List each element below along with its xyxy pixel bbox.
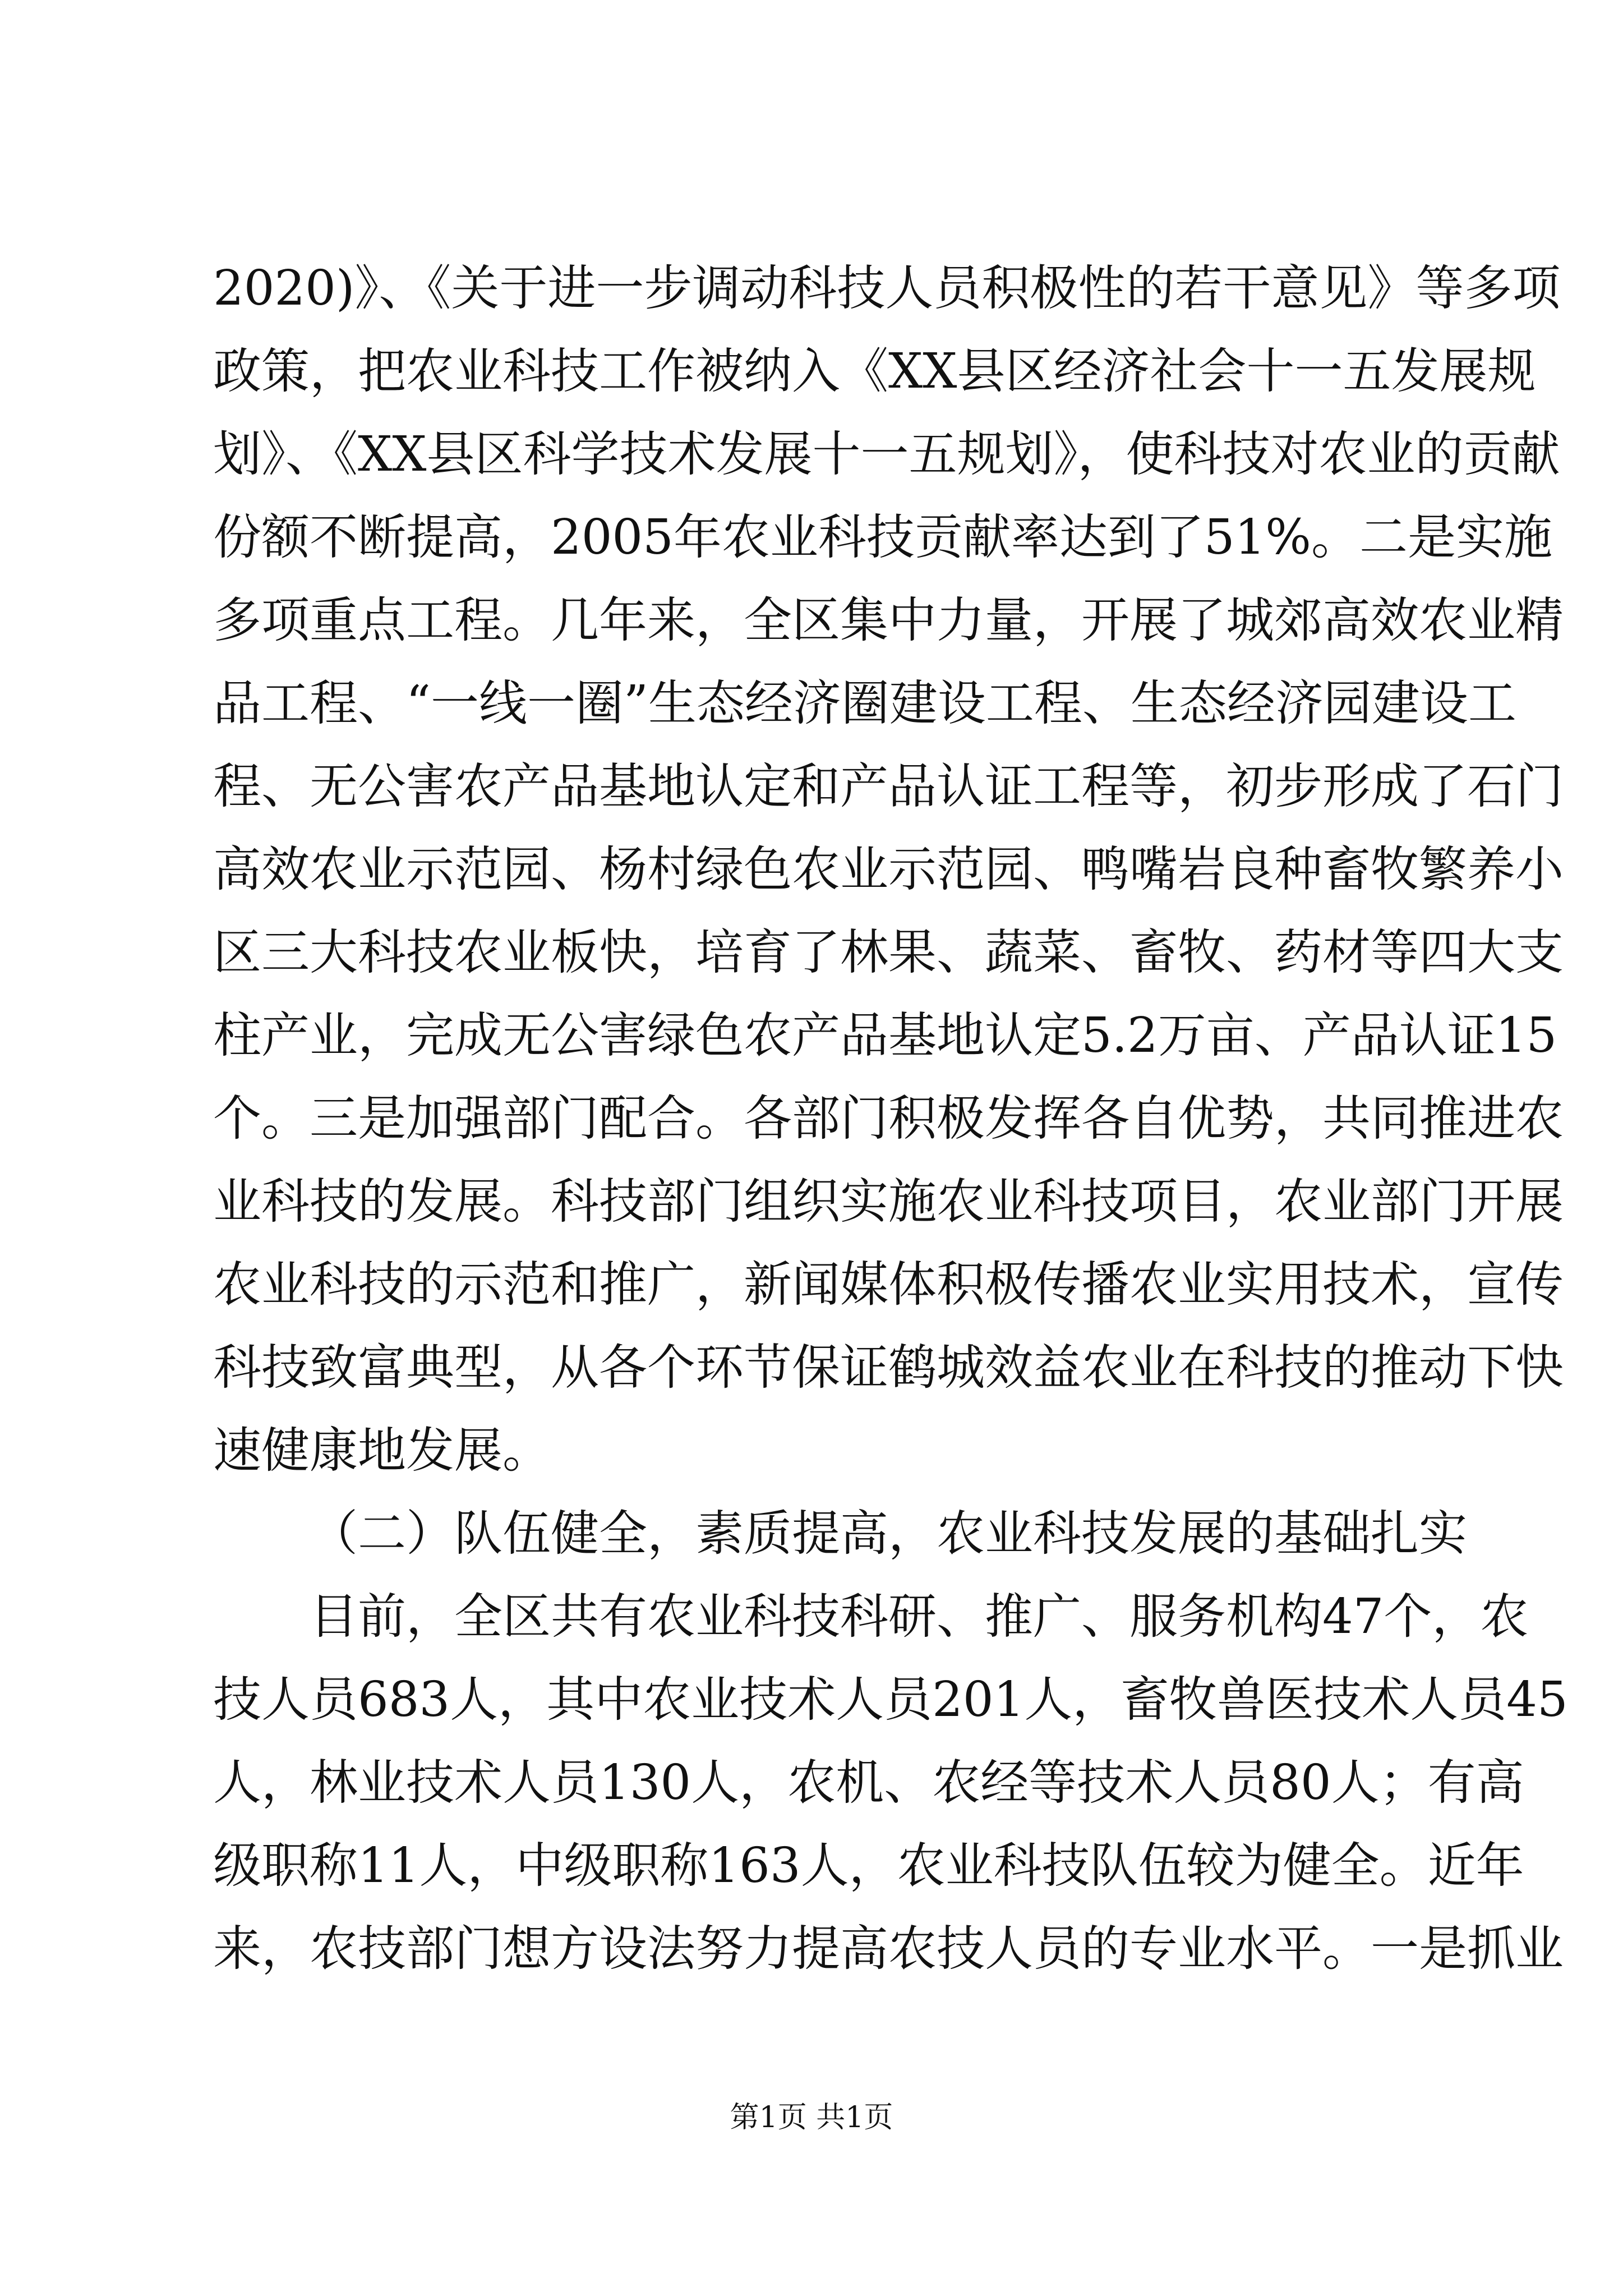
text-line: 划》、《XX县区科学技术发展十一五规划》，使科技对农业的贡献 (213, 426, 1560, 482)
text-line: 区三大科技农业板快，培育了林果、蔬菜、畜牧、药材等四大支 (213, 924, 1564, 981)
text-line: 个。三是加强部门配合。各部门积极发挥各自优势，共同推进农 (213, 1091, 1564, 1147)
section-heading: （二）队伍健全，素质提高，农业科技发展的基础扎实 (310, 1506, 1467, 1562)
text-line: 程、无公害农产品基地认定和产品认证工程等，初步形成了石门 (213, 758, 1564, 815)
text-line: 目前，全区共有农业科技科研、推广、服务机构47个，农 (310, 1589, 1529, 1645)
page-footer: 第1页 共1页 (730, 2101, 893, 2134)
text-line: 2020)》、《关于进一步调动科技人员积极性的若干意见》等多项 (213, 260, 1561, 316)
text-line: 速健康地发展。 (213, 1423, 551, 1479)
text-line: 业科技的发展。科技部门组织实施农业科技项目，农业部门开展 (213, 1174, 1564, 1230)
text-line: 份额不断提高，2005年农业科技贡献率达到了51%。二是实施 (213, 509, 1553, 565)
text-line: 柱产业，完成无公害绿色农产品基地认定5.2万亩、产品认证15 (213, 1007, 1557, 1064)
text-line: 多项重点工程。几年来，全区集中力量，开展了城郊高效农业精 (213, 592, 1564, 648)
document-body (213, 247, 1568, 1990)
text-line: 来，农技部门想方设法努力提高农技人员的专业水平。一是抓业 (213, 1921, 1564, 1977)
text-line: 农业科技的示范和推广，新闻媒体积极传播农业实用技术，宣传 (213, 1257, 1564, 1313)
text-line: 高效农业示范园、杨村绿色农业示范园、鸭嘴岩良种畜牧繁养小 (213, 841, 1564, 898)
text-line: 人，林业技术人员130人，农机、农经等技术人员80人；有高 (213, 1755, 1524, 1811)
text-line: 科技致富典型，从各个环节保证鹤城效益农业在科技的推动下快 (213, 1340, 1564, 1396)
text-line: 技人员683人，其中农业技术人员201人，畜牧兽医技术人员45 (213, 1672, 1568, 1728)
text-line: 级职称11人，中级职称163人，农业科技队伍较为健全。近年 (213, 1838, 1524, 1894)
text-line: 品工程、“一线一圈”生态经济圈建设工程、生态经济园建设工 (213, 675, 1516, 731)
text-line: 政策，把农业科技工作被纳入《XX县区经济社会十一五发展规 (213, 343, 1536, 399)
